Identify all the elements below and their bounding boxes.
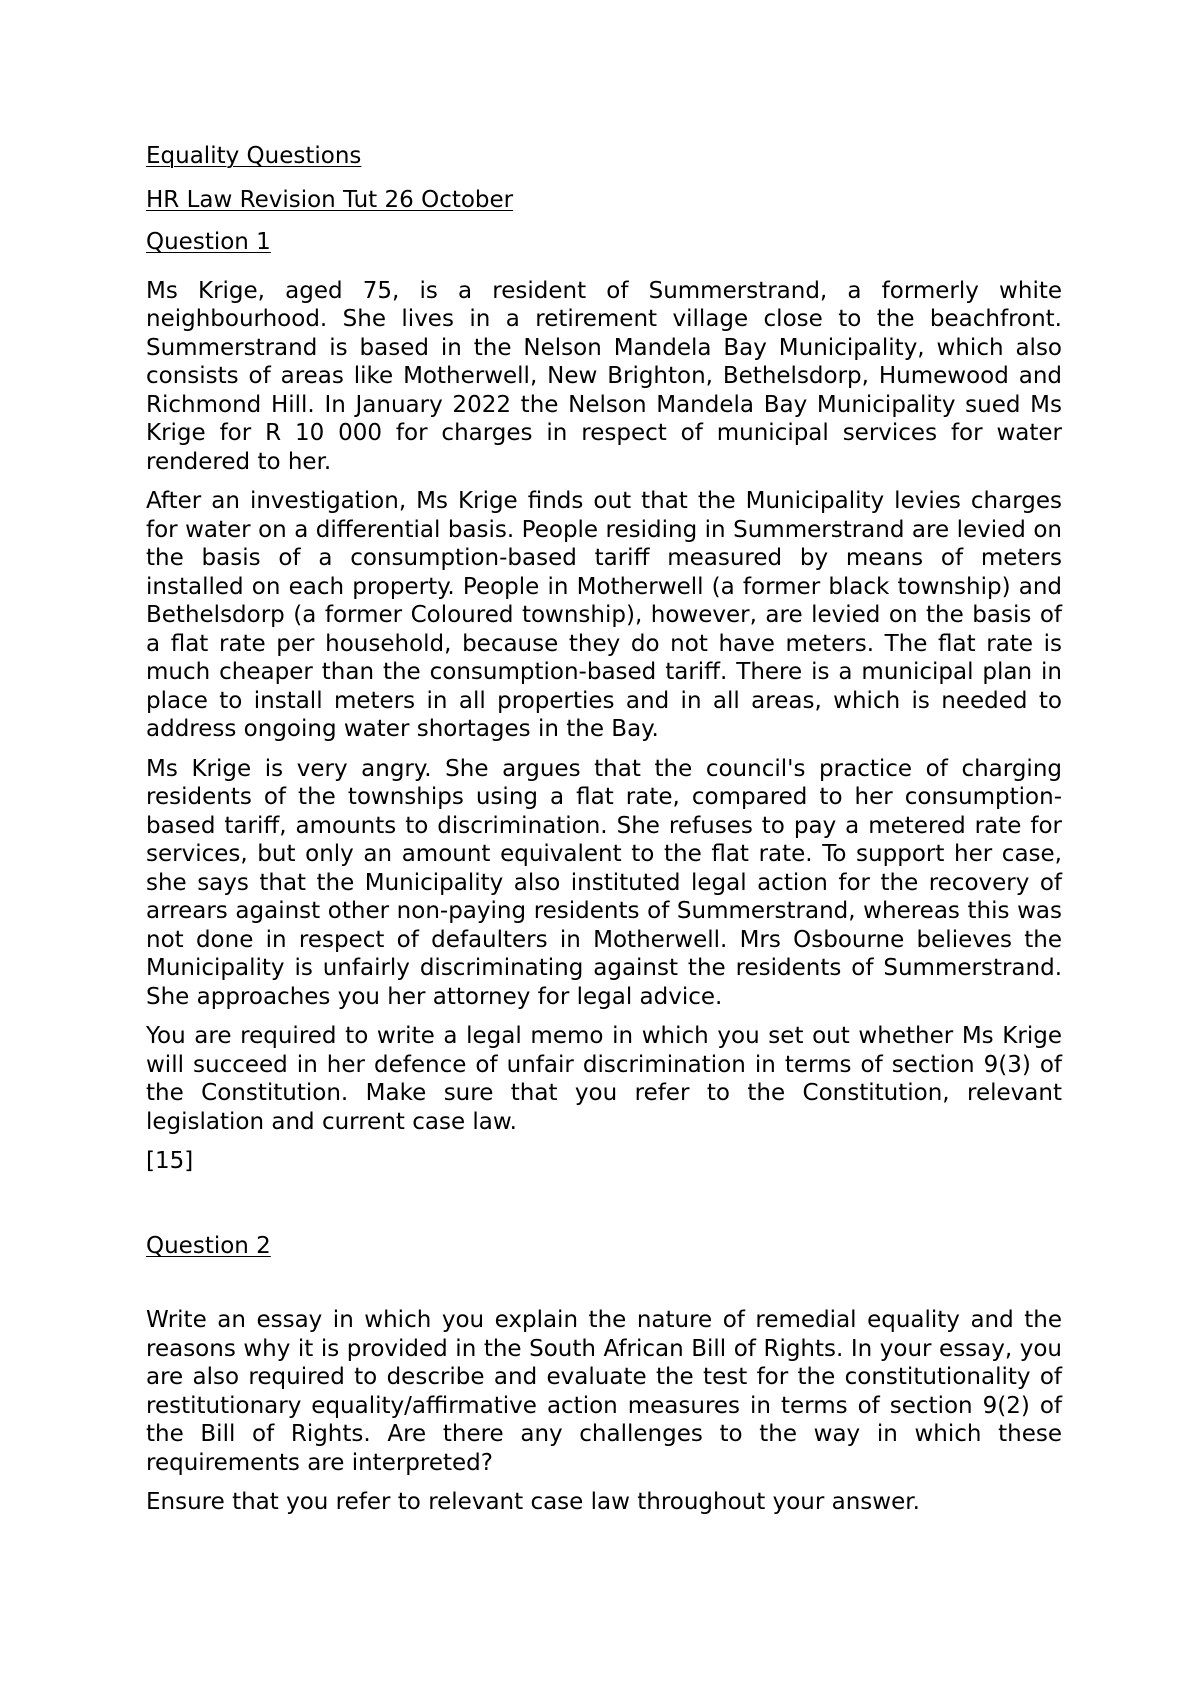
question-1-paragraph: You are required to write a legal memo in which you set out whether Ms Krige will succeed in her defence of unfair discrimination in terms of section 9(3) of the Constitution. Make sure that you refer to the Constitution, relevant legislation and current case law. [146,1023,1062,1135]
question-1-paragraph: Ms Krige is very angry. She argues that the council's practice of charging residents of the townships using a flat rate, compared to her consumption-based tariff, amounts to discrimination. She refuses to pay a metered rate for services, but only an amount equivalent to the flat rate. To support her case, she says that the Municipality also instituted legal action for the recovery of arrears against other non-paying residents of Summerstrand, whereas this was not done in respect of defaulters in Motherwell. Mrs Osbourne believes the Municipality is unfairly discriminating against the residents of Summerstrand. She approaches you her attorney for legal advice. [146,755,1062,1010]
question-1-heading: Question 1 [146,229,271,255]
question-1-paragraph: Ms Krige, aged 75, is a resident of Summerstrand, a formerly white neighbourhood. She lives in a retirement village close to the beachfront. Summerstrand is based in the Nelson Mandela Bay Municipality, which also consists of areas like Motherwell, New Brighton, Bethelsdorp, Humewood and Richmond Hill. In January 2022 the Nelson Mandela Bay Municipality sued Ms Krige for R 10 000 for charges in respect of municipal services for water rendered to her. [146,277,1062,475]
question-1-paragraph: After an investigation, Ms Krige finds out that the Municipality levies charges for water on a differential basis. People residing in Summerstrand are levied on the basis of a consumption-based tariff measured by means of meters installed on each property. People in Motherwell (a former black township) and Bethelsdorp (a former Coloured township), however, are levied on the basis of a flat rate per household, because they do not have meters. The flat rate is much cheaper than the consumption-based tariff. There is a municipal plan in place to install meters in all properties and in all areas, which is needed to address ongoing water shortages in the Bay. [146,488,1062,742]
question-1-marks: [15] [146,1148,194,1174]
question-2-heading: Question 2 [146,1232,271,1259]
document-subtitle: HR Law Revision Tut 26 October [146,186,514,213]
question-2-paragraph: Ensure that you refer to relevant case law throughout your answer. [146,1489,920,1515]
document-title: Equality Questions [146,143,362,169]
question-2-section [146,1232,1062,1517]
document-page [146,142,1062,1528]
question-2-paragraph: Write an essay in which you explain the nature of remedial equality and the reasons why it is provided in the South African Bill of Rights. In your essay, you are also required to describe and evaluate the test for the constitutionality of restitutionary equality/affirmative action measures in terms of section 9(2) of the Bill of Rights. Are there any challenges to the way in which these requirements are interpreted? [146,1307,1062,1476]
question-1-section [146,228,1062,1176]
